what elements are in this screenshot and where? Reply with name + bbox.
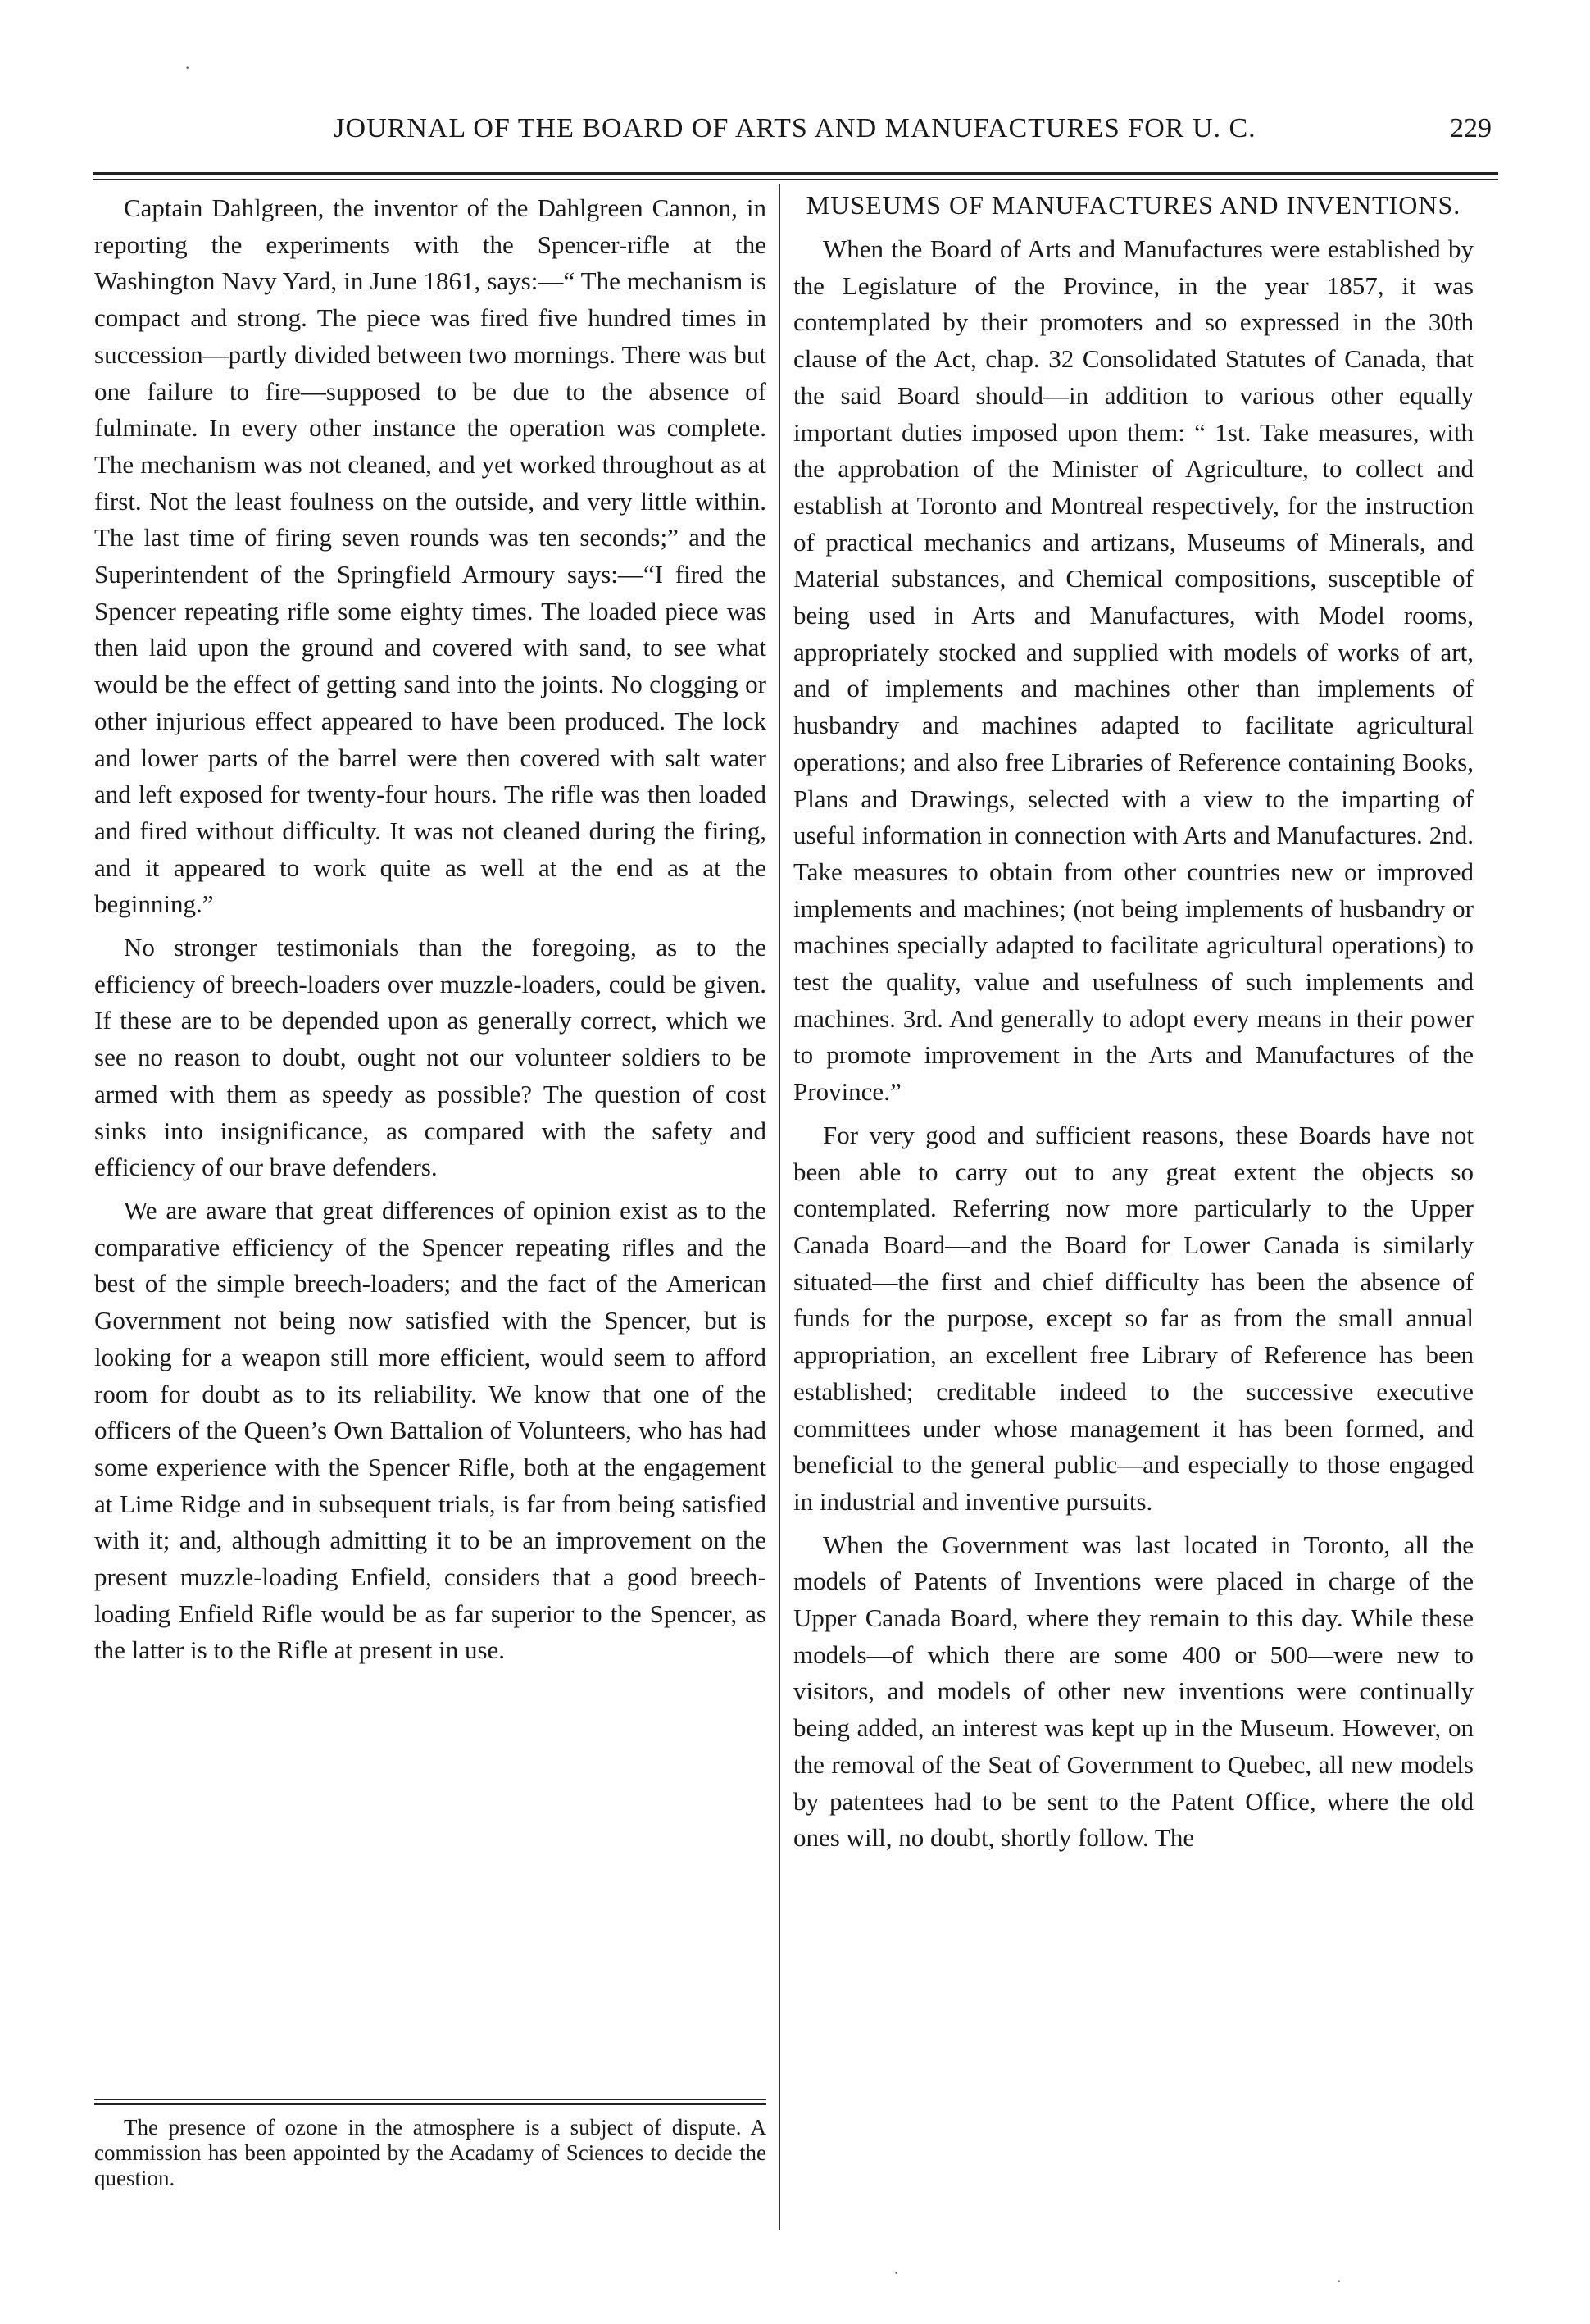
footnote-rule [94, 2099, 766, 2100]
section-title: MUSEUMS OF MANUFACTURES AND INVENTIONS. [806, 190, 1461, 220]
page-header [246, 113, 1492, 152]
running-head: JOURNAL OF THE BOARD OF ARTS AND MANUFACTURES FOR U. C. [334, 113, 1256, 143]
paragraph-patent-models: When the Government was last located in Toronto, all the models of Patents of Inventions were placed in charge of the Upper Canada Board, where they remain to this day. While these models—of which there are some 400 or 500—were new to visitors, and models of other new inventions were continually being added, an interest was kept up in the Museum. However, on the removal of the Seat of Government to Quebec, all new models by patentees had to be sent to the Patent Office, where the old ones will, no doubt, shortly follow. The [793, 1530, 1474, 1853]
print-speck: · [1336, 2271, 1342, 2291]
column-divider [779, 184, 780, 2230]
page-number: 229 [1450, 113, 1492, 143]
footnote-rule-double [94, 2103, 766, 2105]
left-column [94, 190, 766, 1669]
right-column [793, 190, 1474, 1857]
print-speck: · [893, 2263, 900, 2283]
print-speck: · [184, 57, 191, 78]
footnote-ozone: The presence of ozone in the atmosphere is a subject of dispute. A commission has been appointed by the Acadamy of Sciences to decide the question. [94, 2115, 766, 2190]
paragraph-dahlgreen-report: Captain Dahlgreen, the inventor of the Dahlgreen Cannon, in reporting the experiments with the Spencer-rifle at the Washington Navy Yard, in June 1861, says:—“ The mechanism is compact and strong. The piece was fired five hundred times in succession—partly divided between two mornings. There was but one failure to fire—supposed to be due to the absence of fulminate. In every other instance the operation was complete. The mechanism was not cleaned, and yet worked throughout as at first. Not the least foulness on the outside, and very little within. The last time of firing seven rounds was ten seconds;” and the Superintendent of the Springfield Armoury says:—“I fired the Spencer repeating rifle some eighty times. The loaded piece was then laid upon the ground and covered with sand, to see what would be the effect of getting sand into the joints. No clogging or other injurious effect appeared to have been produced. The lock and lower parts of the barrel were then covered with salt water and left exposed for twenty-four hours. The rifle was then loaded and fired without difficulty. It was not cleaned during the firing, and it appeared to work quite as well at the end as at the beginning.” [94, 193, 766, 919]
paragraph-spencer-opinion: We are aware that great differences of opinion exist as to the comparative efficiency of the Spencer repeating rifles and the best of the simple breech-loaders; and the fact of the American Government not being now satisfied with the Spencer, but is looking for a weapon still more efficient, would seem to afford room for doubt as to its reliability. We know that one of the officers of the Queen’s Own Battalion of Volunteers, who has had some experience with the Spencer Rifle, both at the engagement at Lime Ridge and in subsequent trials, is far from being satisfied with it; and, although admitting it to be an improvement on the present muzzle-loading Enfield, considers that a good breech-loading Enfield Rifle would be as far superior to the Spencer, as the latter is to the Rifle at present in use. [94, 1195, 766, 1665]
paragraph-testimonials: No stronger testimonials than the foregoing, as to the efficiency of breech-loaders over muzzle-loaders, could be given. If these are to be depended upon as generally correct, which we see no reason to doubt, ought not our volunteer soldiers to be armed with them as speedy as possible? The question of cost sinks into insignificance, as compared with the safety and efficiency of our brave defenders. [94, 933, 766, 1182]
paragraph-board-established: When the Board of Arts and Manufactures were established by the Legislature of the Province, in the year 1857, it was contemplated by their promoters and so expressed in the 30th clause of the Act, chap. 32 Consolidated Statutes of Canada, that the said Board should—in addition to various other equally important duties imposed upon them: “ 1st. Take measures, with the approbation of the Minister of Agriculture, to collect and establish at Toronto and Montreal respectively, for the instruction of practical mechanics and artizans, Museums of Minerals, and Material substances, and Chemical compositions, susceptible of being used in Arts and Manufactures, with Model rooms, appropriately stocked and supplied with models of works of art, and of implements and machines other than implements of husbandry and machines adapted to facilitate agricultural operations; and also free Libraries of Reference containing Books, Plans and Drawings, selected with a view to the imparting of useful information in connection with Arts and Manufactures. 2nd. Take measures to obtain from other countries new or improved implements and machines; (not being implements of husbandry or machines specially adapted to facilitate agricultural operations) to test the quality, value and usefulness of such implements and machines. 3rd. And generally to adopt every means in their power to promote improvement in the Arts and Manufactures of the Province.” [793, 234, 1474, 1107]
paragraph-funding-difficulty: For very good and sufficient reasons, these Boards have not been able to carry out to any great extent the objects so contemplated. Referring now more particularly to the Upper Canada Board—and the Board for Lower Canada is similarly situated—the first and chief difficulty has been the absence of funds for the purpose, except so far as from the small annual appropriation, an excellent free Library of Reference has been established; creditable indeed to the successive executive committees under whose management it has been formed, and beneficial to the general public—and especially to those engaged in industrial and inventive pursuits. [793, 1120, 1474, 1516]
header-rule-double [93, 179, 1498, 180]
header-rule [93, 172, 1498, 175]
